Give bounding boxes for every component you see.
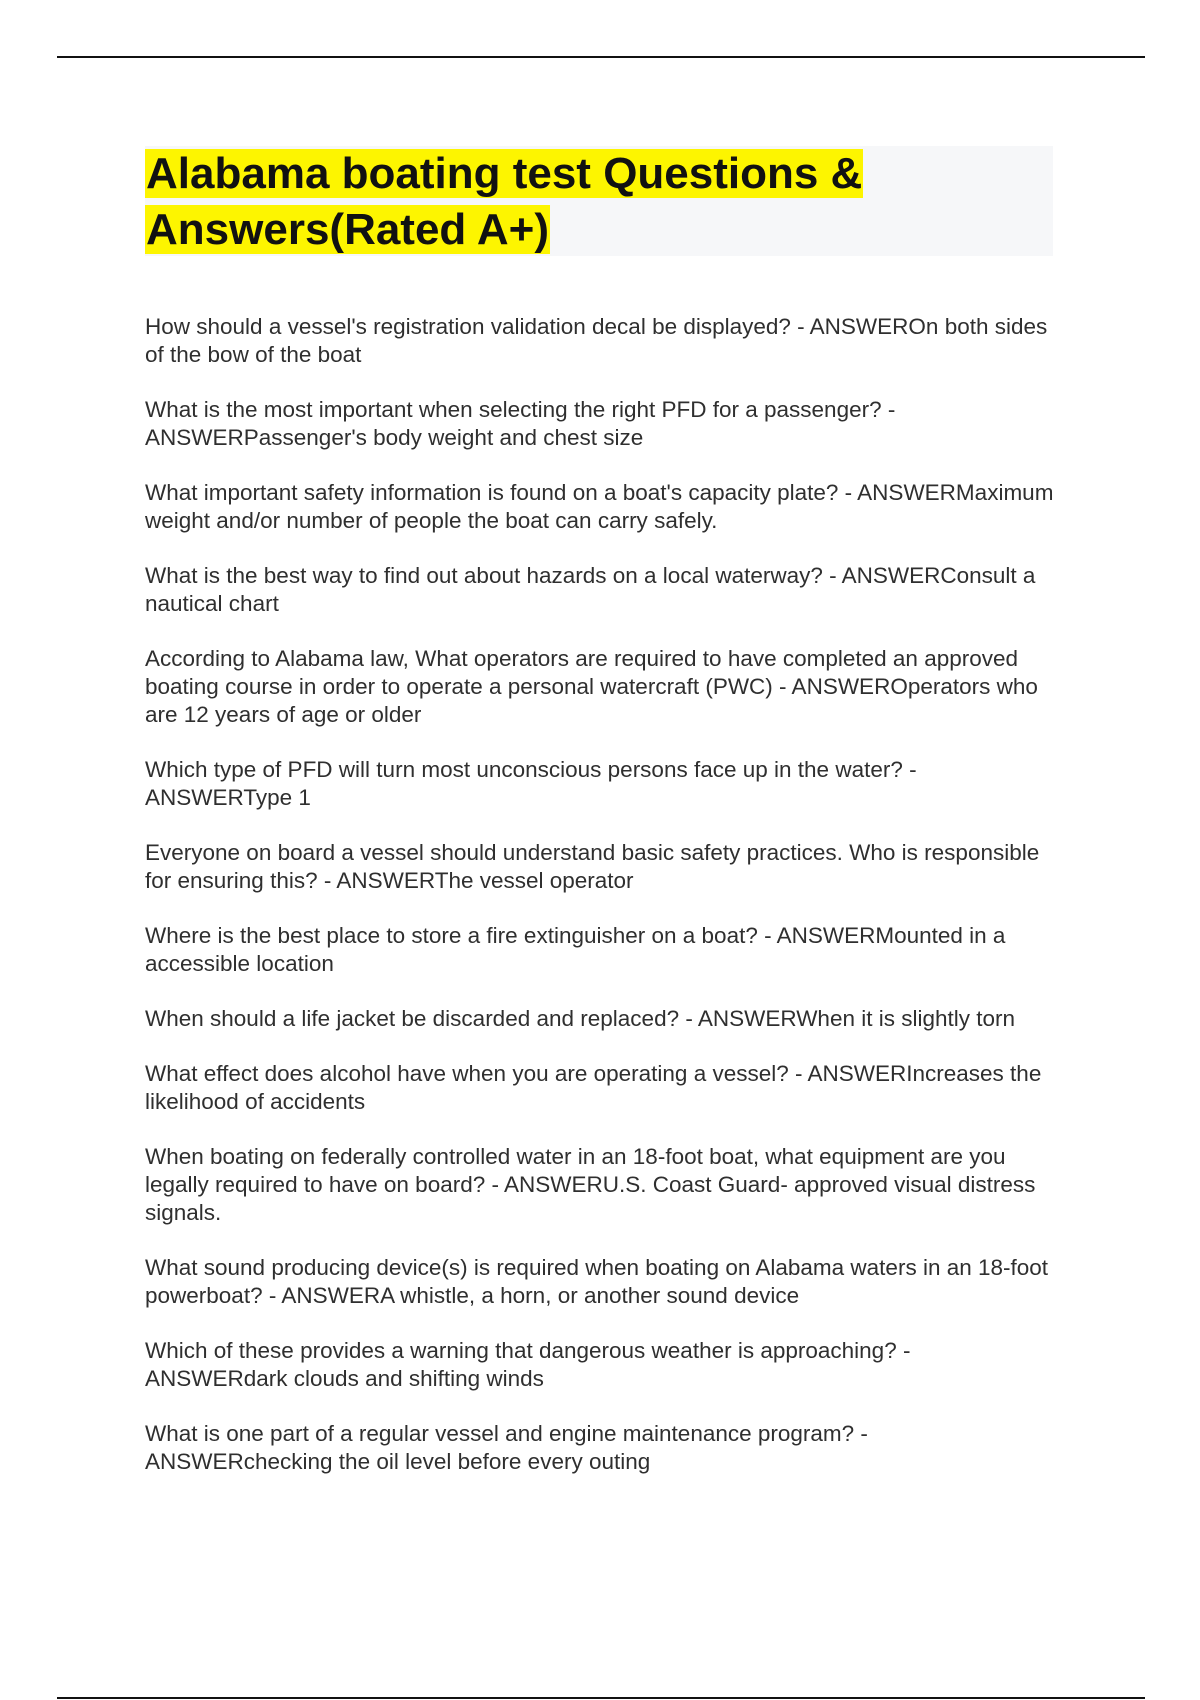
qa-item: Which of these provides a warning that dangerous weather is approaching? - ANSWERdark clouds and shifting winds (145, 1338, 911, 1391)
qa-item: What sound producing device(s) is required when boating on Alabama waters in an 18-foot powerboat? - ANSWERA whistle, a horn, or another sound device (145, 1255, 1049, 1308)
qa-item: When should a life jacket be discarded and replaced? - ANSWERWhen it is slightly torn (145, 1006, 1016, 1031)
qa-item: What is the best way to find out about hazards on a local waterway? - ANSWERConsult a nautical chart (145, 563, 1036, 616)
qa-item: Everyone on board a vessel should understand basic safety practices. Who is responsible for ensuring this? - ANSWERThe vessel operator (145, 840, 1040, 893)
page-title-highlight: Alabama boating test Questions & Answers(Rated A+) (146, 149, 863, 254)
qa-item: When boating on federally controlled water in an 18-foot boat, what equipment are you legally required to have on board? - ANSWERU.S. Coast Guard- approved visual distress signals. (145, 1144, 1036, 1225)
bottom-divider (57, 1697, 1145, 1699)
page-title (145, 146, 1053, 258)
qa-item: According to Alabama law, What operators are required to have completed an approved boating course in order to operate a personal watercraft (PWC) - ANSWEROperators who are 12 years of age or older (145, 646, 1038, 727)
top-divider (57, 56, 1145, 58)
qa-item: What is one part of a regular vessel and engine maintenance program? - ANSWERchecking the oil level before every outing (145, 1421, 868, 1474)
qa-list (145, 313, 1057, 1476)
qa-item: What effect does alcohol have when you are operating a vessel? - ANSWERIncreases the likelihood of accidents (145, 1061, 1042, 1114)
qa-item: How should a vessel's registration validation decal be displayed? - ANSWEROn both sides of the bow of the boat (145, 314, 1048, 367)
qa-item: What is the most important when selecting the right PFD for a passenger? - ANSWERPassenger's body weight and chest size (145, 397, 896, 450)
title-block (145, 146, 1053, 256)
qa-item: Where is the best place to store a fire extinguisher on a boat? - ANSWERMounted in a accessible location (145, 923, 1006, 976)
qa-item: What important safety information is found on a boat's capacity plate? - ANSWERMaximum weight and/or number of people the boat can carry safely. (145, 480, 1054, 533)
qa-item: Which type of PFD will turn most unconscious persons face up in the water? - ANSWERType 1 (145, 757, 917, 810)
